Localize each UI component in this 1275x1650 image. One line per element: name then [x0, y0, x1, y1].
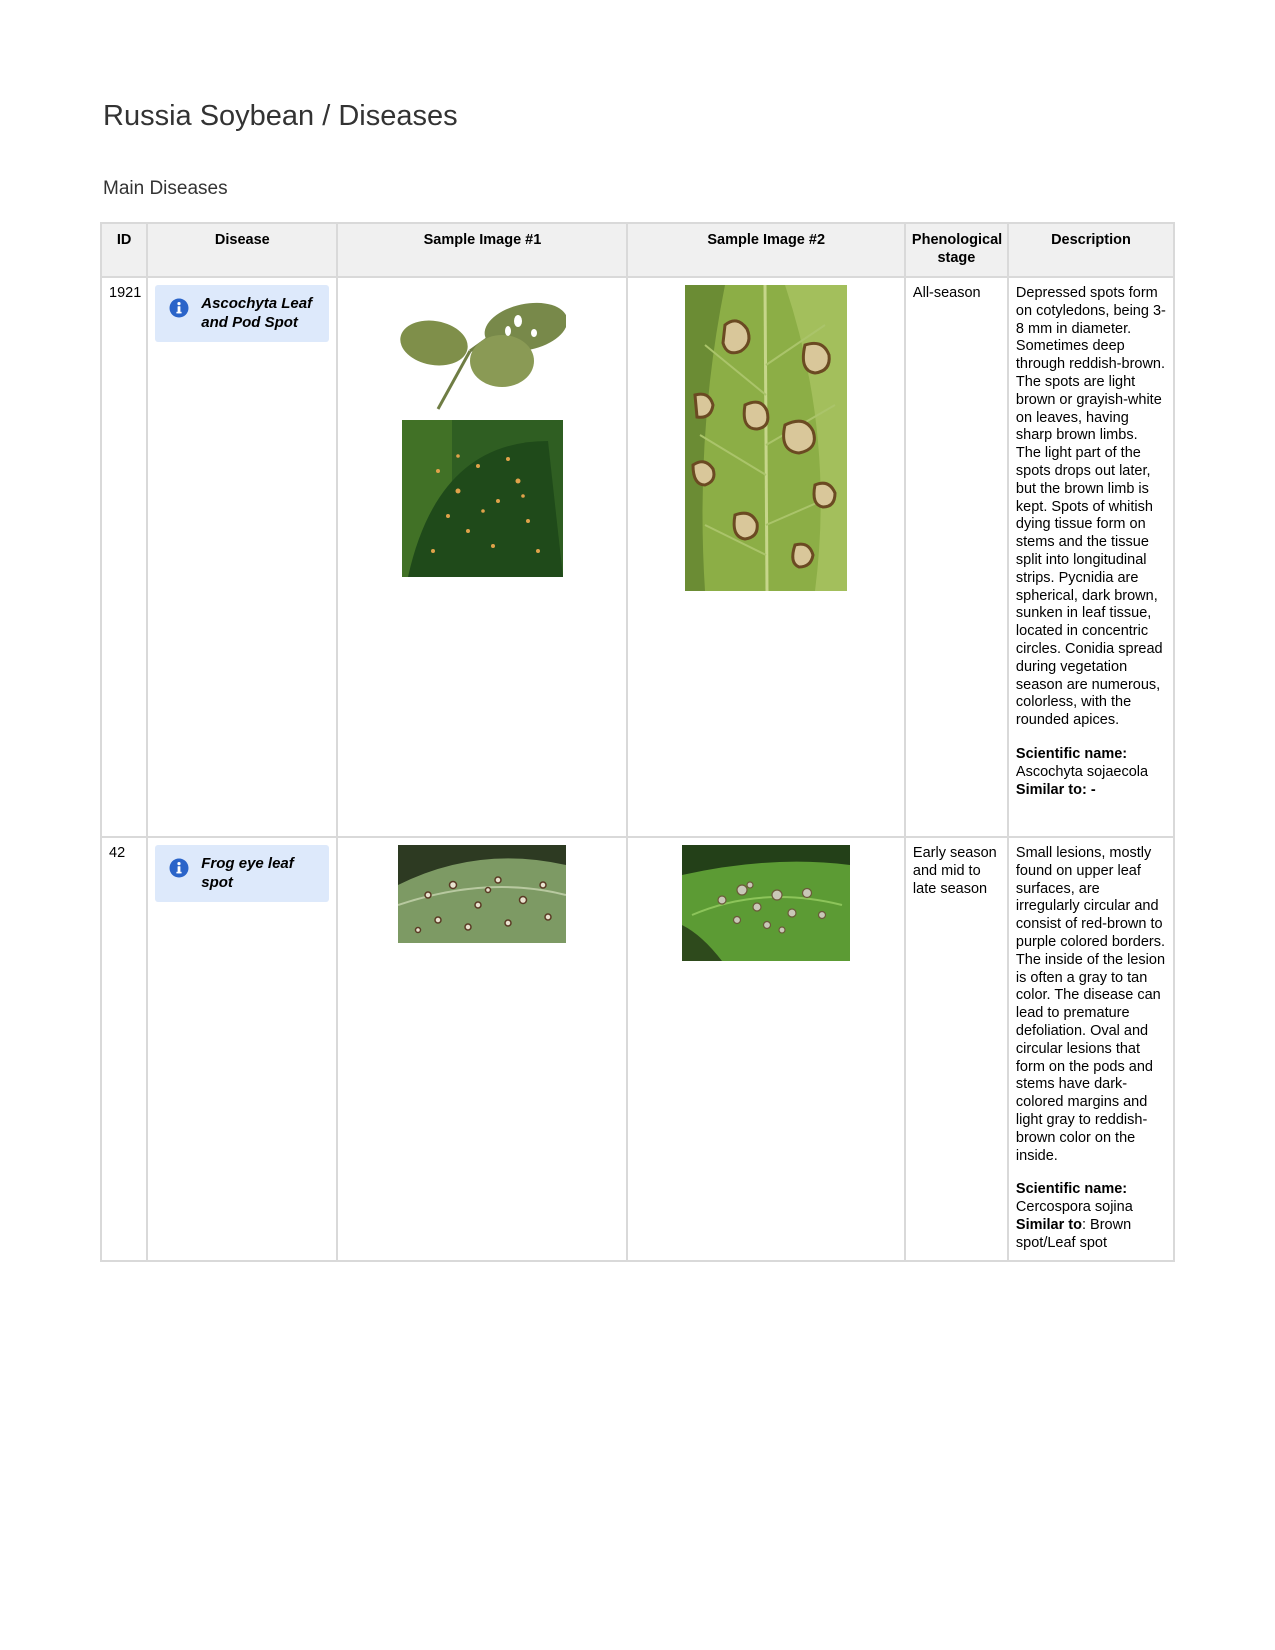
header-phenological-stage: Phenological stage	[905, 223, 1008, 277]
sample-image-1-cell	[337, 837, 627, 1261]
sample-image-2	[682, 845, 850, 961]
table-row	[101, 277, 1174, 837]
header-id: ID	[101, 223, 147, 277]
disease-chip[interactable]	[155, 285, 329, 342]
disease-cell	[147, 837, 337, 1261]
scientific-name-label: Scientific name:	[1015, 745, 1128, 762]
sample-image-2-cell	[627, 277, 904, 837]
scientific-name: Ascochyta sojaecola	[1015, 763, 1149, 780]
sample-image-1	[398, 291, 566, 579]
sample-image-2-cell	[627, 837, 904, 1261]
description-cell	[1008, 277, 1174, 837]
description-cell	[1008, 837, 1174, 1261]
scientific-name-line	[1016, 746, 1166, 782]
disease-cell	[147, 277, 337, 837]
sample-image-2	[685, 285, 847, 591]
header-description: Description	[1008, 223, 1174, 277]
row-id: 42	[101, 837, 147, 1261]
similar-to-label: Similar to:	[1015, 781, 1087, 798]
sample-image-1-cell	[337, 277, 627, 837]
phenological-stage: Early season and mid to late season	[905, 837, 1008, 1261]
description-text: Small lesions, mostly found on upper leaf surfaces, are irregularly circular and consist of red-brown to purple colored borders. The inside of the lesion is often a gray to tan color. The disease can lead to premature defoliation. Oval and circular lesions that form on the pods and stems have dark-colored margins and light gray to reddish-brown color on the inside.	[1015, 845, 1166, 1164]
diseases-table	[100, 222, 1175, 1262]
similar-to-value: : Brown spot/Leaf spot	[1015, 1216, 1132, 1251]
disease-name: Ascochyta Leaf and Pod Spot	[201, 295, 313, 331]
disease-chip[interactable]	[155, 845, 329, 902]
similar-to-line	[1016, 782, 1166, 800]
table-row	[101, 837, 1174, 1261]
description-text: Depressed spots form on cotyledons, being 3-8 mm in diameter. Sometimes deep through reddish-brown. The spots are light brown or grayish-white on leaves, having sharp brown limbs. The light part of the spots drops out later, but the brown limb is kept. Spots of whitish dying tissue form on stems and the tissue split into longitudinal strips. Pycnidia are spherical, dark brown, sunken in leaf tissue, located in concentric circles. Conidia spread during vegetation season are numerous, colorless, with the rounded apices.	[1015, 285, 1166, 729]
similar-to-value: -	[1090, 781, 1096, 798]
sample-image-1	[398, 845, 566, 943]
page-title: Russia Soybean / Diseases	[103, 100, 458, 132]
similar-to-line	[1016, 1217, 1166, 1253]
scientific-name-line	[1016, 1181, 1166, 1217]
info-icon	[169, 298, 189, 318]
phenological-stage: All-season	[905, 277, 1008, 837]
scientific-name: Cercospora sojina	[1015, 1199, 1133, 1216]
disease-name: Frog eye leaf spot	[201, 855, 294, 891]
info-icon	[169, 858, 189, 878]
section-title: Main Diseases	[103, 178, 228, 199]
table-header-row	[101, 223, 1174, 277]
header-disease: Disease	[147, 223, 337, 277]
header-sample-image-2: Sample Image #2	[627, 223, 904, 277]
scientific-name-label: Scientific name:	[1015, 1181, 1128, 1198]
row-id: 1921	[101, 277, 147, 837]
header-sample-image-1: Sample Image #1	[337, 223, 627, 277]
similar-to-label: Similar to	[1015, 1216, 1082, 1233]
